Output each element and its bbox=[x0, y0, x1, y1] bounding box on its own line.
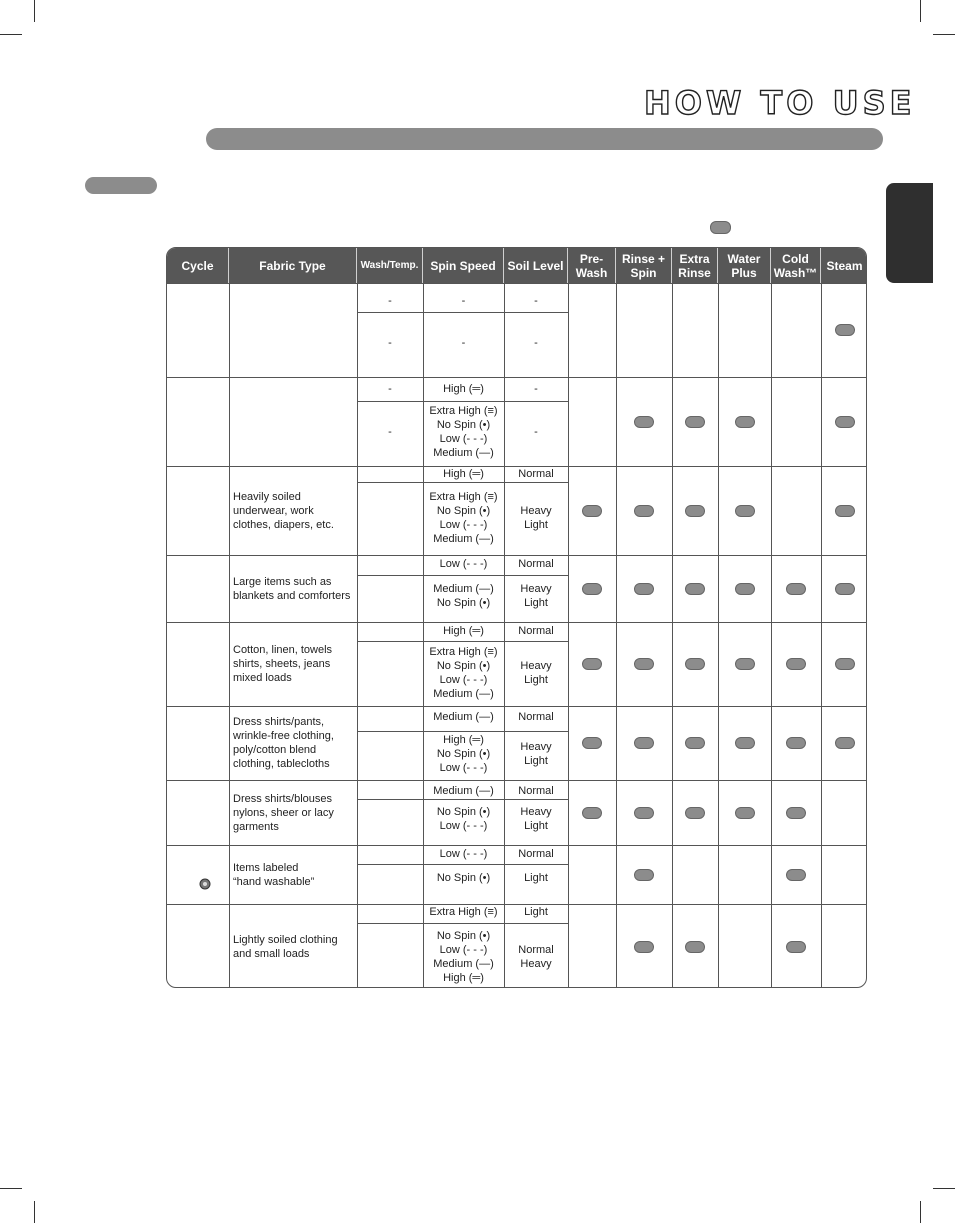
spin-speed-cell: High (═) No Spin (•) Low (- - -) bbox=[436, 734, 491, 774]
header-cell: Extra Rinse bbox=[672, 248, 718, 283]
crop-mark bbox=[920, 1201, 921, 1223]
crop-mark bbox=[920, 0, 921, 22]
legend-option-dot bbox=[710, 221, 731, 234]
spin-speed-cell: - bbox=[461, 337, 466, 349]
option-available-dot bbox=[786, 583, 806, 595]
spin-speed-cell: Medium (—) No Spin (•) bbox=[433, 583, 494, 609]
column-divider bbox=[229, 283, 230, 987]
option-available-dot bbox=[582, 658, 602, 670]
wash-temp-cell: - bbox=[388, 295, 392, 307]
option-available-dot bbox=[634, 505, 654, 517]
option-available-dot bbox=[685, 583, 705, 595]
column-divider bbox=[718, 283, 719, 987]
option-available-dot bbox=[835, 324, 855, 336]
spin-speed-cell: No Spin (•) Low (- - -) bbox=[436, 806, 491, 832]
option-available-dot bbox=[835, 583, 855, 595]
spin-speed-cell: - bbox=[461, 295, 466, 307]
header-cell: Fabric Type bbox=[229, 248, 357, 283]
section-header-bar bbox=[206, 128, 883, 150]
option-available-dot bbox=[786, 941, 806, 953]
sub-row-divider bbox=[357, 482, 568, 483]
header-cell: Spin Speed bbox=[423, 248, 504, 283]
option-available-dot bbox=[735, 658, 755, 670]
fabric-type-cell: Items labeled “hand washable” bbox=[233, 861, 315, 888]
spin-speed-cell: Medium (—) bbox=[433, 711, 494, 723]
option-available-dot bbox=[582, 737, 602, 749]
spin-speed-cell: Low (- - -) bbox=[439, 848, 488, 860]
row-divider bbox=[167, 780, 867, 781]
spin-speed-cell: High (═) bbox=[443, 468, 484, 480]
fabric-type-cell: Dress shirts/pants, wrinkle-free clothing, poly/cotton blend clothing, tablecloths bbox=[233, 716, 334, 770]
option-available-dot bbox=[634, 416, 654, 428]
header-cell: Pre- Wash bbox=[568, 248, 616, 283]
soil-level-cell: - bbox=[534, 295, 538, 307]
option-available-dot bbox=[582, 583, 602, 595]
header-cell: Wash/Temp. bbox=[357, 248, 423, 283]
spin-speed-cell: Extra High (≡) No Spin (•) Low (- - -) Medium (—) bbox=[429, 405, 498, 459]
option-available-dot bbox=[685, 416, 705, 428]
option-available-dot bbox=[634, 807, 654, 819]
spin-speed-cell: Extra High (≡) No Spin (•) Low (- - -) Medium (—) bbox=[429, 491, 498, 545]
soil-level-cell: Normal bbox=[518, 785, 554, 797]
fabric-type-cell: Lightly soiled clothing and small loads bbox=[233, 933, 338, 960]
crop-mark bbox=[0, 1188, 22, 1189]
option-available-dot bbox=[685, 807, 705, 819]
option-available-dot bbox=[735, 807, 755, 819]
option-available-dot bbox=[835, 505, 855, 517]
sub-row-divider bbox=[357, 641, 568, 642]
soil-level-cell: Normal bbox=[518, 625, 554, 637]
soil-level-cell: Normal bbox=[518, 468, 554, 480]
cycle-options-table bbox=[166, 247, 867, 988]
header-cell: Steam bbox=[826, 258, 863, 273]
spin-speed-cell: No Spin (•) Low (- - -) Medium (—) High (═) bbox=[433, 930, 494, 984]
header-cell: Cycle bbox=[167, 248, 229, 283]
row-divider bbox=[167, 283, 867, 284]
soil-level-cell: - bbox=[534, 383, 538, 395]
crop-mark bbox=[933, 1188, 955, 1189]
soil-level-cell: Heavy Light bbox=[520, 660, 552, 686]
fabric-type-cell: Large items such as blankets and comforters bbox=[233, 575, 351, 602]
fabric-type-cell: Cotton, linen, towels shirts, sheets, jeans mixed loads bbox=[233, 644, 333, 684]
soil-level-cell: Heavy Light bbox=[520, 741, 552, 767]
spin-speed-cell: Medium (—) bbox=[433, 785, 494, 797]
soil-level-cell: Heavy Light bbox=[520, 505, 552, 531]
sub-row-divider bbox=[357, 799, 568, 800]
soil-level-cell: Normal bbox=[518, 558, 554, 570]
header-cell: Soil Level bbox=[504, 248, 568, 283]
crop-mark bbox=[34, 1201, 35, 1223]
option-available-dot bbox=[582, 807, 602, 819]
row-divider bbox=[167, 622, 867, 623]
soil-level-cell: Normal Heavy bbox=[518, 944, 554, 970]
spin-speed-cell: Low (- - -) bbox=[439, 558, 488, 570]
soil-level-cell: - bbox=[534, 426, 538, 438]
soil-level-cell: Heavy Light bbox=[520, 583, 552, 609]
row-divider bbox=[167, 377, 867, 378]
option-available-dot bbox=[634, 941, 654, 953]
option-available-dot bbox=[786, 869, 806, 881]
soil-level-cell: Normal bbox=[518, 848, 554, 860]
option-available-dot bbox=[634, 658, 654, 670]
section-label-pill bbox=[85, 177, 157, 194]
crop-mark bbox=[34, 0, 35, 22]
option-available-dot bbox=[786, 658, 806, 670]
sub-row-divider bbox=[357, 731, 568, 732]
soil-level-cell: Light bbox=[524, 872, 548, 884]
soil-level-cell: Heavy Light bbox=[520, 806, 552, 832]
sub-row-divider bbox=[357, 923, 568, 924]
sub-row-divider bbox=[357, 864, 568, 865]
table-header-row bbox=[167, 248, 866, 283]
sub-row-divider bbox=[357, 575, 568, 576]
option-available-dot bbox=[735, 505, 755, 517]
option-available-dot bbox=[685, 737, 705, 749]
fabric-type-cell: Dress shirts/blouses nylons, sheer or lacy garments bbox=[233, 792, 334, 833]
spin-speed-cell: High (═) bbox=[443, 383, 484, 395]
option-available-dot bbox=[835, 416, 855, 428]
option-available-dot bbox=[685, 941, 705, 953]
header-cell: Rinse + Spin bbox=[616, 248, 672, 283]
fabric-type-cell: Heavily soiled underwear, work clothes, diapers, etc. bbox=[233, 490, 334, 531]
sub-row-divider bbox=[357, 312, 568, 313]
option-available-dot bbox=[735, 737, 755, 749]
option-available-dot bbox=[735, 583, 755, 595]
soil-level-cell: - bbox=[534, 337, 538, 349]
option-available-dot bbox=[835, 658, 855, 670]
wash-temp-cell: - bbox=[388, 426, 392, 438]
crop-mark bbox=[0, 34, 22, 35]
column-divider bbox=[821, 283, 822, 987]
wash-temp-cell: - bbox=[388, 337, 392, 349]
spin-speed-cell: No Spin (•) bbox=[436, 872, 491, 884]
row-divider bbox=[167, 706, 867, 707]
spin-speed-cell: Extra High (≡) bbox=[429, 906, 498, 918]
wash-temp-cell: - bbox=[388, 383, 392, 395]
chapter-side-tab bbox=[886, 183, 933, 283]
option-available-dot bbox=[786, 807, 806, 819]
soil-level-cell: Light bbox=[524, 906, 548, 918]
crop-mark bbox=[933, 34, 955, 35]
column-divider bbox=[616, 283, 617, 987]
column-divider bbox=[771, 283, 772, 987]
option-available-dot bbox=[735, 416, 755, 428]
spin-speed-cell: Extra High (≡) No Spin (•) Low (- - -) Medium (—) bbox=[429, 646, 498, 700]
column-divider bbox=[568, 283, 569, 987]
hand-wash-icon bbox=[199, 878, 211, 890]
column-divider bbox=[672, 283, 673, 987]
sub-row-divider bbox=[357, 401, 568, 402]
option-available-dot bbox=[835, 737, 855, 749]
option-available-dot bbox=[685, 505, 705, 517]
soil-level-cell: Normal bbox=[518, 711, 554, 723]
page-title: HOW TO USE bbox=[644, 84, 916, 122]
option-available-dot bbox=[786, 737, 806, 749]
header-cell: Cold Wash™ bbox=[771, 248, 821, 283]
option-available-dot bbox=[685, 658, 705, 670]
spin-speed-cell: High (═) bbox=[443, 625, 484, 637]
header-cell: Water Plus bbox=[718, 248, 771, 283]
row-divider bbox=[167, 555, 867, 556]
option-available-dot bbox=[582, 505, 602, 517]
option-available-dot bbox=[634, 583, 654, 595]
row-divider bbox=[167, 845, 867, 846]
option-available-dot bbox=[634, 737, 654, 749]
option-available-dot bbox=[634, 869, 654, 881]
